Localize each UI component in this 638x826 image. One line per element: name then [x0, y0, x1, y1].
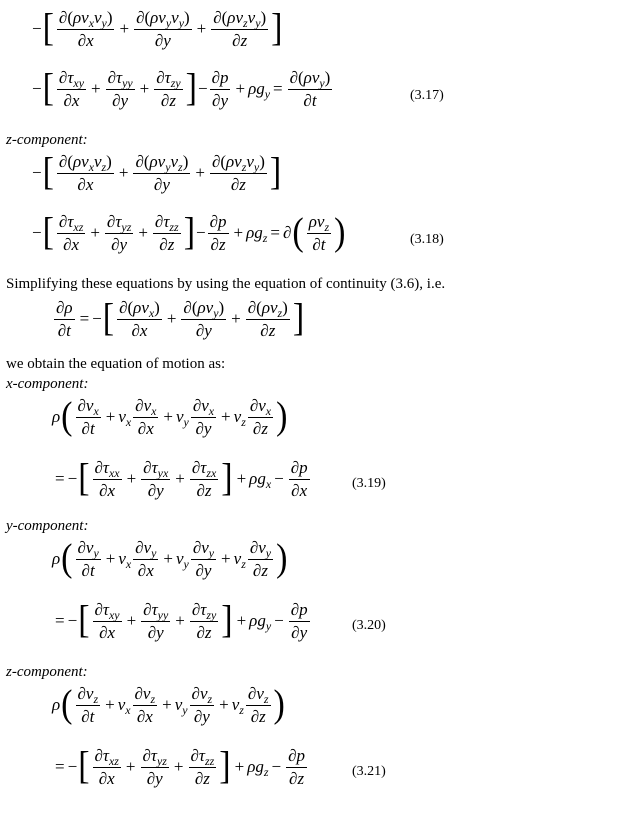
continuity-equation: $\frac{\partial\rho}{\partial t}$ = − [ $\frac{\partial(\rho v_x)}{\partial x}$ + $\frac{\partial(\rho v_y)}{\partial y}$ + $\frac{\partial(\rho v_z)}{\partial z}$ ]	[56, 297, 305, 340]
section-label: y-component:	[6, 518, 89, 534]
section-label: z-component:	[6, 664, 88, 680]
section-label: z-component:	[6, 132, 88, 148]
paragraph-text: we obtain the equation of motion as:	[6, 356, 226, 372]
equation-3-19-line1: ρ ( $\frac{\partial v_x}{\partial t}$ + $v_x$ $\frac{\partial v_x}{\partial x}$ + $v_y$ $\frac{\partial v_x}{\partial y}$ + $v_z$ $\frac{\partial v_x}{\partial z}$ )	[52, 395, 288, 438]
equation-3-17-line1: − [ $\frac{\partial(\rho v_xv_y)}{\partial x}$ + $\frac{\partial(\rho v_yv_y)}{\partial y}$ + $\frac{\partial(\rho v_zv_y)}{\partial z}$ ]	[32, 7, 283, 50]
section-label: x-component:	[6, 376, 89, 392]
equation-3-17-line2: − [ $\frac{\partial\tau_{xy}}{\partial x}$ + $\frac{\partial\tau_{yy}}{\partial y}$ + $\frac{\partial\tau_{zy}}{\partial z}$ ] − $\frac{\partial p}{\partial y}$ + $\rho g_y$ = $\frac{\partial(\rho v_y)}{\partial t}$	[32, 67, 331, 110]
equation-number: (3.17)	[410, 88, 444, 103]
equation-3-18-line1: − [ $\frac{\partial(\rho v_xv_z)}{\partial x}$ + $\frac{\partial(\rho v_yv_z)}{\partial y}$ + $\frac{\partial(\rho v_zv_y)}{\partial z}$ ]	[32, 151, 282, 194]
equation-3-21-line1: ρ ( $\frac{\partial v_z}{\partial t}$ + $v_x$ $\frac{\partial v_z}{\partial x}$ + $v_y$ $\frac{\partial v_z}{\partial y}$ + $v_z$ $\frac{\partial v_z}{\partial z}$ )	[52, 683, 285, 726]
equation-number: (3.21)	[352, 764, 386, 779]
equation-3-20-line2: = − [ $\frac{\partial\tau_{xy}}{\partial x}$ + $\frac{\partial\tau_{yy}}{\partial y}$ + $\frac{\partial\tau_{zy}}{\partial z}$ ] + $\rho g_y$ − $\frac{\partial p}{\partial y}$	[55, 599, 308, 642]
paragraph-text: Simplifying these equations by using the equation of continuity (3.6), i.e.	[6, 276, 446, 292]
equation-number: (3.18)	[410, 232, 444, 247]
equation-number: (3.19)	[352, 476, 386, 491]
equation-3-19-line2: = − [ $\frac{\partial\tau_{xx}}{\partial x}$ + $\frac{\partial\tau_{yx}}{\partial y}$ + $\frac{\partial\tau_{zx}}{\partial z}$ ] + $\rho g_x$ − $\frac{\partial p}{\partial x}$	[55, 457, 308, 500]
equation-number: (3.20)	[352, 618, 386, 633]
equation-3-21-line2: = − [ $\frac{\partial\tau_{xz}}{\partial x}$ + $\frac{\partial\tau_{yz}}{\partial y}$ + $\frac{\partial\tau_{zz}}{\partial z}$ ] + $\rho g_z$ − $\frac{\partial p}{\partial z}$	[55, 745, 306, 788]
equation-3-20-line1: ρ ( $\frac{\partial v_y}{\partial t}$ + $v_x$ $\frac{\partial v_y}{\partial x}$ + $v_y$ $\frac{\partial v_y}{\partial y}$ + $v_z$ $\frac{\partial v_y}{\partial z}$ )	[52, 537, 288, 580]
equation-3-18-line2: − [ $\frac{\partial\tau_{xz}}{\partial x}$ + $\frac{\partial\tau_{yz}}{\partial y}$ + $\frac{\partial\tau_{zz}}{\partial z}$ ] − $\frac{\partial p}{\partial z}$ + $\rho g_z$ = ∂ ( $\frac{\rho v_z}{\partial t}$ )	[32, 211, 346, 254]
